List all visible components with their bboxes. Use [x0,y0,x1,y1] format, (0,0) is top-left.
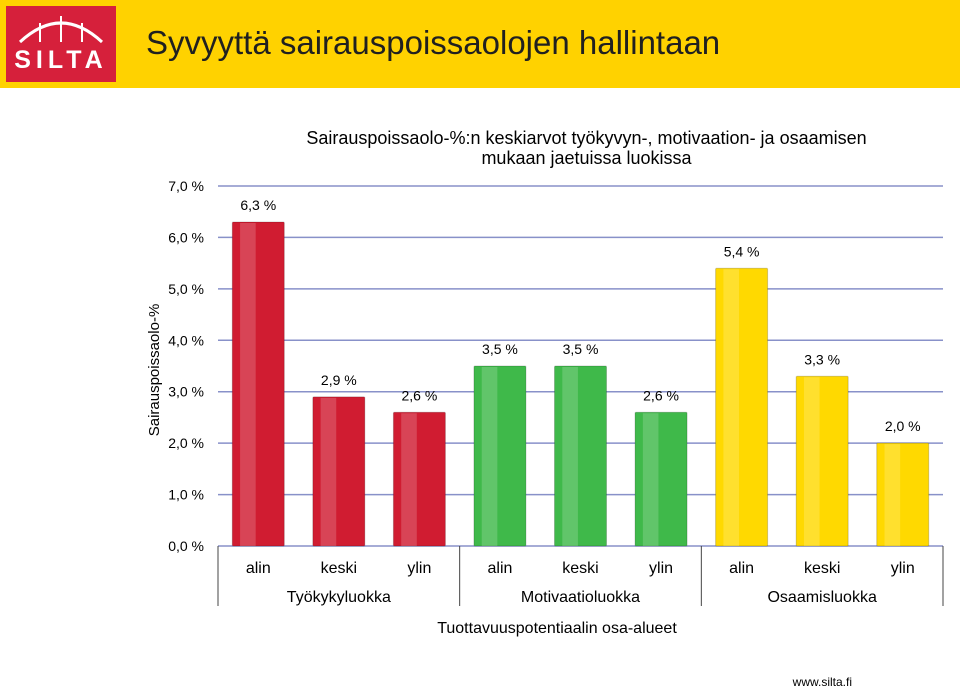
y-tick-label: 7,0 % [168,178,204,194]
bar-highlight [401,413,417,546]
y-tick-label: 4,0 % [168,332,204,349]
y-tick-label: 5,0 % [168,280,204,297]
group-label: Motivaatioluokka [520,589,641,606]
x-tick-label: keski [562,560,599,577]
data-label: 2,0 % [884,418,921,435]
bar-highlight [321,398,337,546]
y-tick-label: 0,0 % [168,538,204,554]
data-label: 2,9 % [320,371,357,388]
x-axis-label: Tuottavuuspotentiaalin osa-alueet [437,620,677,637]
data-label: 3,3 % [804,351,841,368]
x-tick-label: alin [487,560,513,577]
footer-url[interactable]: www.silta.fi [792,675,852,689]
bar-highlight [885,444,901,546]
y-tick-label: 1,0 % [168,486,204,503]
data-label: 2,6 % [401,387,438,404]
bar-highlight [804,377,820,546]
x-tick-label: keski [320,560,358,577]
x-tick-label: alin [729,560,755,577]
bar [393,412,445,546]
bar-highlight [482,367,498,546]
x-tick-label: alin [245,560,271,577]
bar-highlight [643,413,659,546]
bar-chart [0,88,960,648]
x-tick-label: ylin [649,560,674,577]
data-label: 3,5 % [482,341,518,357]
y-tick-label: 2,0 % [168,435,204,452]
y-tick-label: 6,0 % [168,229,204,246]
bar-highlight [562,367,578,546]
group-label: Osaamisluokka [767,589,877,606]
x-tick-label: ylin [890,560,915,577]
header-bar [0,0,960,88]
x-tick-label: keski [803,560,841,577]
chart-title-line: mukaan jaetuissa luokissa [481,148,692,168]
y-tick-label: 3,0 % [168,383,204,400]
data-label: 6,3 % [240,197,277,213]
y-axis-label: Sairauspoissaolo-% [146,303,163,437]
data-label: 5,4 % [723,243,760,260]
silta-logo [6,6,116,82]
bar-highlight [240,223,256,546]
bar-highlight [723,269,739,546]
page-title: Syvyyttä sairauspoissaolojen hallintaan [146,24,721,61]
bar [716,268,768,546]
logo-text: SILTA [14,46,108,74]
data-label: 3,5 % [562,341,599,357]
chart-title-line: Sairauspoissaolo-%:n keskiarvot työkyvyn-, motivaation- ja osaamisen [306,128,867,148]
x-tick-label: ylin [407,560,432,577]
data-label: 2,6 % [643,387,679,404]
group-label: Työkykyluokka [286,589,391,606]
